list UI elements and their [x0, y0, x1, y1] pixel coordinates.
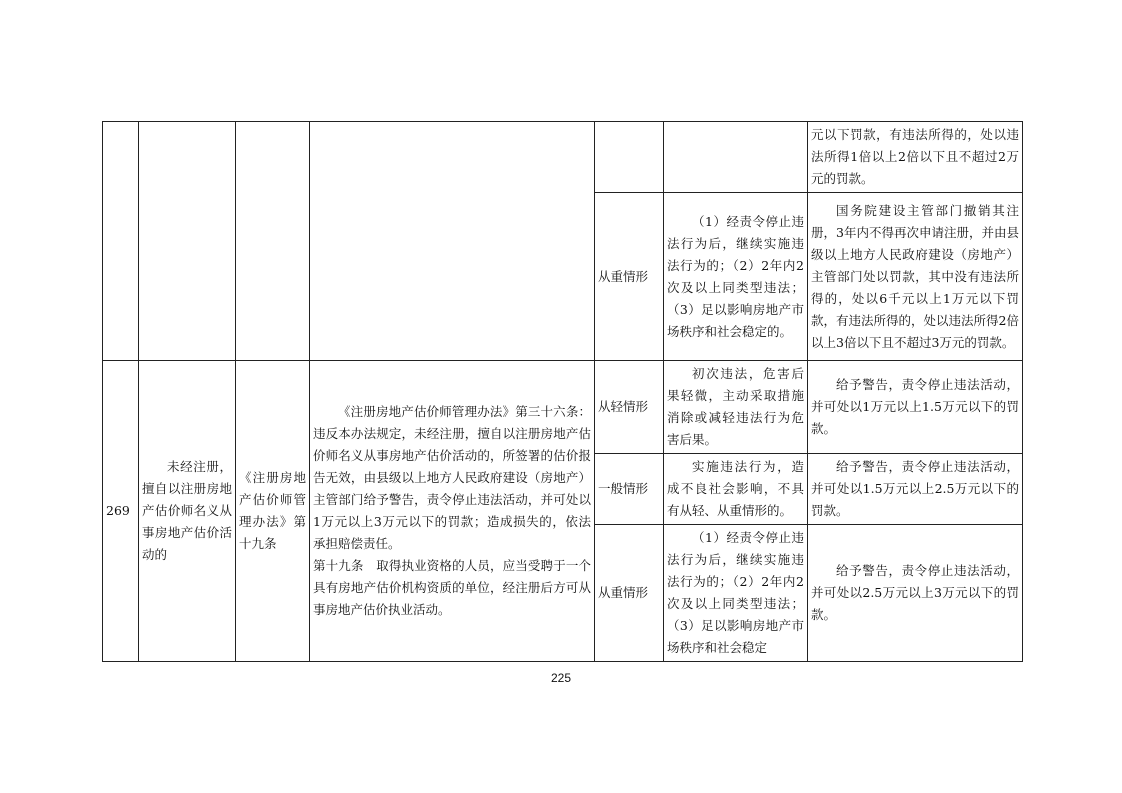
- cell-number: [103, 122, 139, 361]
- table-row: [103, 361, 1023, 454]
- cell-level-desc: [664, 193, 808, 361]
- cell-level-label: 从重情形: [595, 525, 664, 662]
- cell-level-label: 从重情形: [595, 193, 664, 361]
- cell-number: 269: [103, 361, 139, 662]
- cell-basis: [236, 122, 310, 361]
- cell-violation: [139, 122, 236, 361]
- cell-level-desc: [664, 361, 808, 454]
- law-text-article-19: 第十九条 取得执业资格的人员，应当受聘于一个具有房地产估价机构资质的单位，经注册后方可从事房地产估价执业活动。: [313, 558, 591, 617]
- cell-level-desc: [664, 525, 808, 662]
- cell-level-label: 一般情形: [595, 454, 664, 525]
- penalty-text: 给予警告，责令停止违法活动，并可处以2.5万元以上3万元以下的罚款。: [811, 563, 1019, 622]
- cell-penalty: [808, 193, 1023, 361]
- cell-penalty: [808, 525, 1023, 662]
- level-desc-text: 实施违法行为，造成不良社会影响，不具有从轻、从重情形的。: [667, 459, 804, 518]
- page-number: 225: [550, 671, 572, 685]
- cell-penalty: [808, 454, 1023, 525]
- violation-text: 未经注册，擅自以注册房地产估价师名义从事房地产估价活动的: [142, 459, 232, 562]
- cell-penalty: [808, 361, 1023, 454]
- law-text-article-36: 《注册房地产估价师管理办法》第三十六条：违反本办法规定，未经注册，擅自以注册房地产估价师名义从事房地产估价活动的，所签署的估价报告无效，由县级以上地方人民政府建设（房地产）主管部门给予警告，责令停止违法活动，并可处以1万元以上3万元以下的罚款；造成损失的，依法承担赔偿责任。: [313, 404, 591, 551]
- table-row: [103, 122, 1023, 193]
- cell-level-label: [595, 122, 664, 193]
- cell-penalty: 元以下罚款，有违法所得的，处以违法所得1倍以上2倍以下且不超过2万元的罚款。: [808, 122, 1023, 193]
- penalty-text: 给予警告，责令停止违法活动，并可处以1.5万元以上2.5万元以下的罚款。: [811, 459, 1019, 518]
- cell-level-label: 从轻情形: [595, 361, 664, 454]
- cell-law-text: [310, 361, 595, 662]
- cell-level-desc: [664, 122, 808, 193]
- level-desc-text: （1）经责令停止违法行为后，继续实施违法行为的；（2）2年内2次及以上同类型违法；（3）足以影响房地产市场秩序和社会稳定的。: [667, 213, 804, 339]
- level-desc-text: （1）经责令停止违法行为后，继续实施违法行为的；（2）2年内2次及以上同类型违法；（3）足以影响房地产市场秩序和社会稳定: [667, 530, 804, 655]
- cell-basis: 《注册房地产估价师管理办法》第十九条: [236, 361, 310, 662]
- penalty-text: 给予警告，责令停止违法活动，并可处以1万元以上1.5万元以下的罚款。: [811, 377, 1019, 436]
- cell-law-text: [310, 122, 595, 361]
- cell-level-desc: [664, 454, 808, 525]
- level-desc-text: 初次违法，危害后果轻微，主动采取措施消除或减轻违法行为危害后果。: [667, 366, 804, 447]
- penalty-text: 国务院建设主管部门撤销其注册，3年内不得再次申请注册，并由县级以上地方人民政府建设（房地产）主管部门处以罚款，其中没有违法所得的，处以6千元以上1万元以下罚款，有违法所得的，处以违法所得2倍以上3倍以下且不超过3万元的罚款。: [811, 202, 1019, 350]
- cell-violation: [139, 361, 236, 662]
- penalty-standard-table: [102, 121, 1023, 662]
